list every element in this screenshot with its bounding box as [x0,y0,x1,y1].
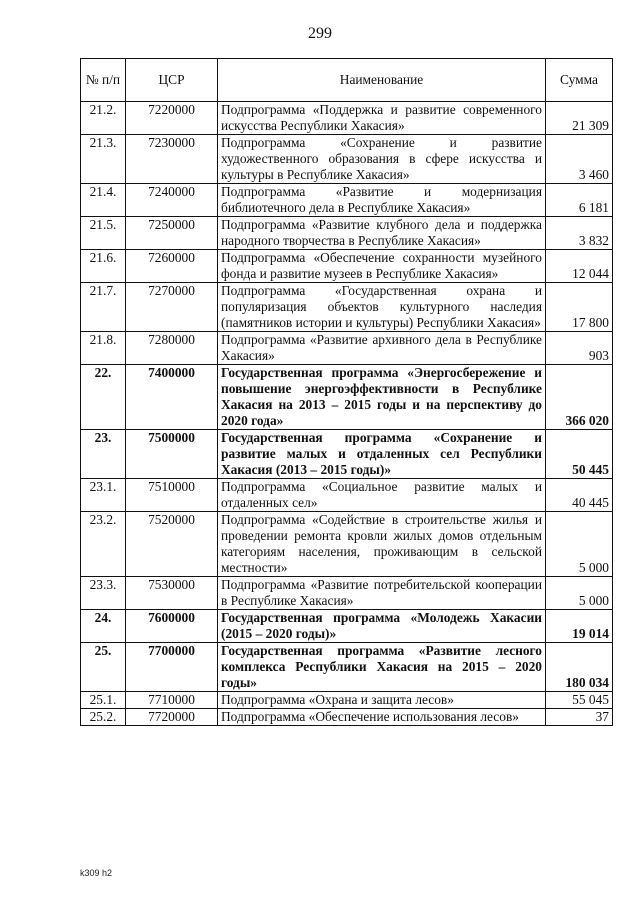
row-code: 7240000 [126,184,218,217]
row-code: 7600000 [126,610,218,643]
row-number: 25. [81,643,126,692]
row-number: 21.7. [81,283,126,332]
row-name: Государственная программа «Молодежь Хакасии (2015 – 2020 годы)» [218,610,546,643]
row-number: 25.1. [81,692,126,709]
table-row [81,512,613,577]
row-code: 7220000 [126,102,218,135]
header-code: ЦСР [126,59,218,102]
table-row [81,479,613,512]
row-number: 23. [81,430,126,479]
row-number: 22. [81,365,126,430]
row-number: 25.2. [81,709,126,726]
table-row [81,610,613,643]
row-name: Подпрограмма «Развитие потребительской кооперации в Республике Хакасия» [218,577,546,610]
table-body [81,102,613,726]
header-name: Наименование [218,59,546,102]
footer-code: k309 h2 [80,868,113,878]
row-name: Подпрограмма «Обеспечение использования лесов» [218,709,546,726]
row-name: Подпрограмма «Поддержка и развитие современного искусства Республики Хакасия» [218,102,546,135]
page-number: 299 [308,25,332,42]
table-row [81,184,613,217]
row-code: 7530000 [126,577,218,610]
row-name: Подпрограмма «Развитие клубного дела и поддержка народного творчества в Республике Хакасия» [218,217,546,250]
row-name: Подпрограмма «Содействие в строительстве жилья и проведении ремонта кровли жилых домов отдельным категориям населения, проживающим в сельской местности» [218,512,546,577]
row-sum: 40 445 [546,479,613,512]
row-number: 21.6. [81,250,126,283]
row-code: 7720000 [126,709,218,726]
row-code: 7280000 [126,332,218,365]
row-sum: 55 045 [546,692,613,709]
row-number: 23.1. [81,479,126,512]
row-code: 7700000 [126,643,218,692]
header-row [81,59,613,102]
row-number: 21.5. [81,217,126,250]
row-sum: 5 000 [546,512,613,577]
table-row [81,217,613,250]
row-name: Государственная программа «Сохранение и развитие малых и отдаленных сел Республики Хакасия (2013 – 2015 годы)» [218,430,546,479]
row-name: Подпрограмма «Социальное развитие малых и отдаленных сел» [218,479,546,512]
table-row [81,365,613,430]
row-code: 7230000 [126,135,218,184]
row-code: 7250000 [126,217,218,250]
header-num: № п/п [81,59,126,102]
table-row [81,332,613,365]
row-sum: 21 309 [546,102,613,135]
row-sum: 19 014 [546,610,613,643]
row-sum: 366 020 [546,365,613,430]
row-number: 23.2. [81,512,126,577]
row-number: 21.8. [81,332,126,365]
row-code: 7510000 [126,479,218,512]
table-row [81,135,613,184]
table-row [81,709,613,726]
row-sum: 6 181 [546,184,613,217]
row-sum: 903 [546,332,613,365]
row-name: Подпрограмма «Обеспечение сохранности музейного фонда и развитие музеев в Республике Хакасия» [218,250,546,283]
row-sum: 3 460 [546,135,613,184]
table-row [81,283,613,332]
row-sum: 3 832 [546,217,613,250]
row-code: 7400000 [126,365,218,430]
row-sum: 12 044 [546,250,613,283]
row-code: 7520000 [126,512,218,577]
table-row [81,577,613,610]
budget-table [80,58,613,726]
row-number: 23.3. [81,577,126,610]
table-row [81,102,613,135]
row-name: Государственная программа «Развитие лесного комплекса Республики Хакасия на 2015 – 2020 годы» [218,643,546,692]
row-code: 7270000 [126,283,218,332]
row-name: Подпрограмма «Развитие и модернизация библиотечного дела в Республике Хакасия» [218,184,546,217]
row-sum: 50 445 [546,430,613,479]
row-name: Подпрограмма «Развитие архивного дела в Республике Хакасия» [218,332,546,365]
table-header [81,59,613,102]
table-row [81,250,613,283]
row-sum: 17 800 [546,283,613,332]
row-number: 21.4. [81,184,126,217]
row-code: 7260000 [126,250,218,283]
table-row [81,643,613,692]
row-sum: 180 034 [546,643,613,692]
row-code: 7500000 [126,430,218,479]
row-name: Подпрограмма «Сохранение и развитие художественного образования в сфере искусства и культуры в Республике Хакасия» [218,135,546,184]
row-name: Государственная программа «Энергосбережение и повышение энергоэффективности в Республике Хакасия на 2013 – 2015 годы и на перспективу до 2020 года» [218,365,546,430]
row-number: 24. [81,610,126,643]
table-row [81,692,613,709]
header-sum: Сумма [546,59,613,102]
row-number: 21.3. [81,135,126,184]
row-code: 7710000 [126,692,218,709]
row-sum: 37 [546,709,613,726]
row-number: 21.2. [81,102,126,135]
row-name: Подпрограмма «Охрана и защита лесов» [218,692,546,709]
table-row [81,430,613,479]
row-sum: 5 000 [546,577,613,610]
row-name: Подпрограмма «Государственная охрана и популяризация объектов культурного наследия (памятников истории и культуры) Республики Хакасия» [218,283,546,332]
